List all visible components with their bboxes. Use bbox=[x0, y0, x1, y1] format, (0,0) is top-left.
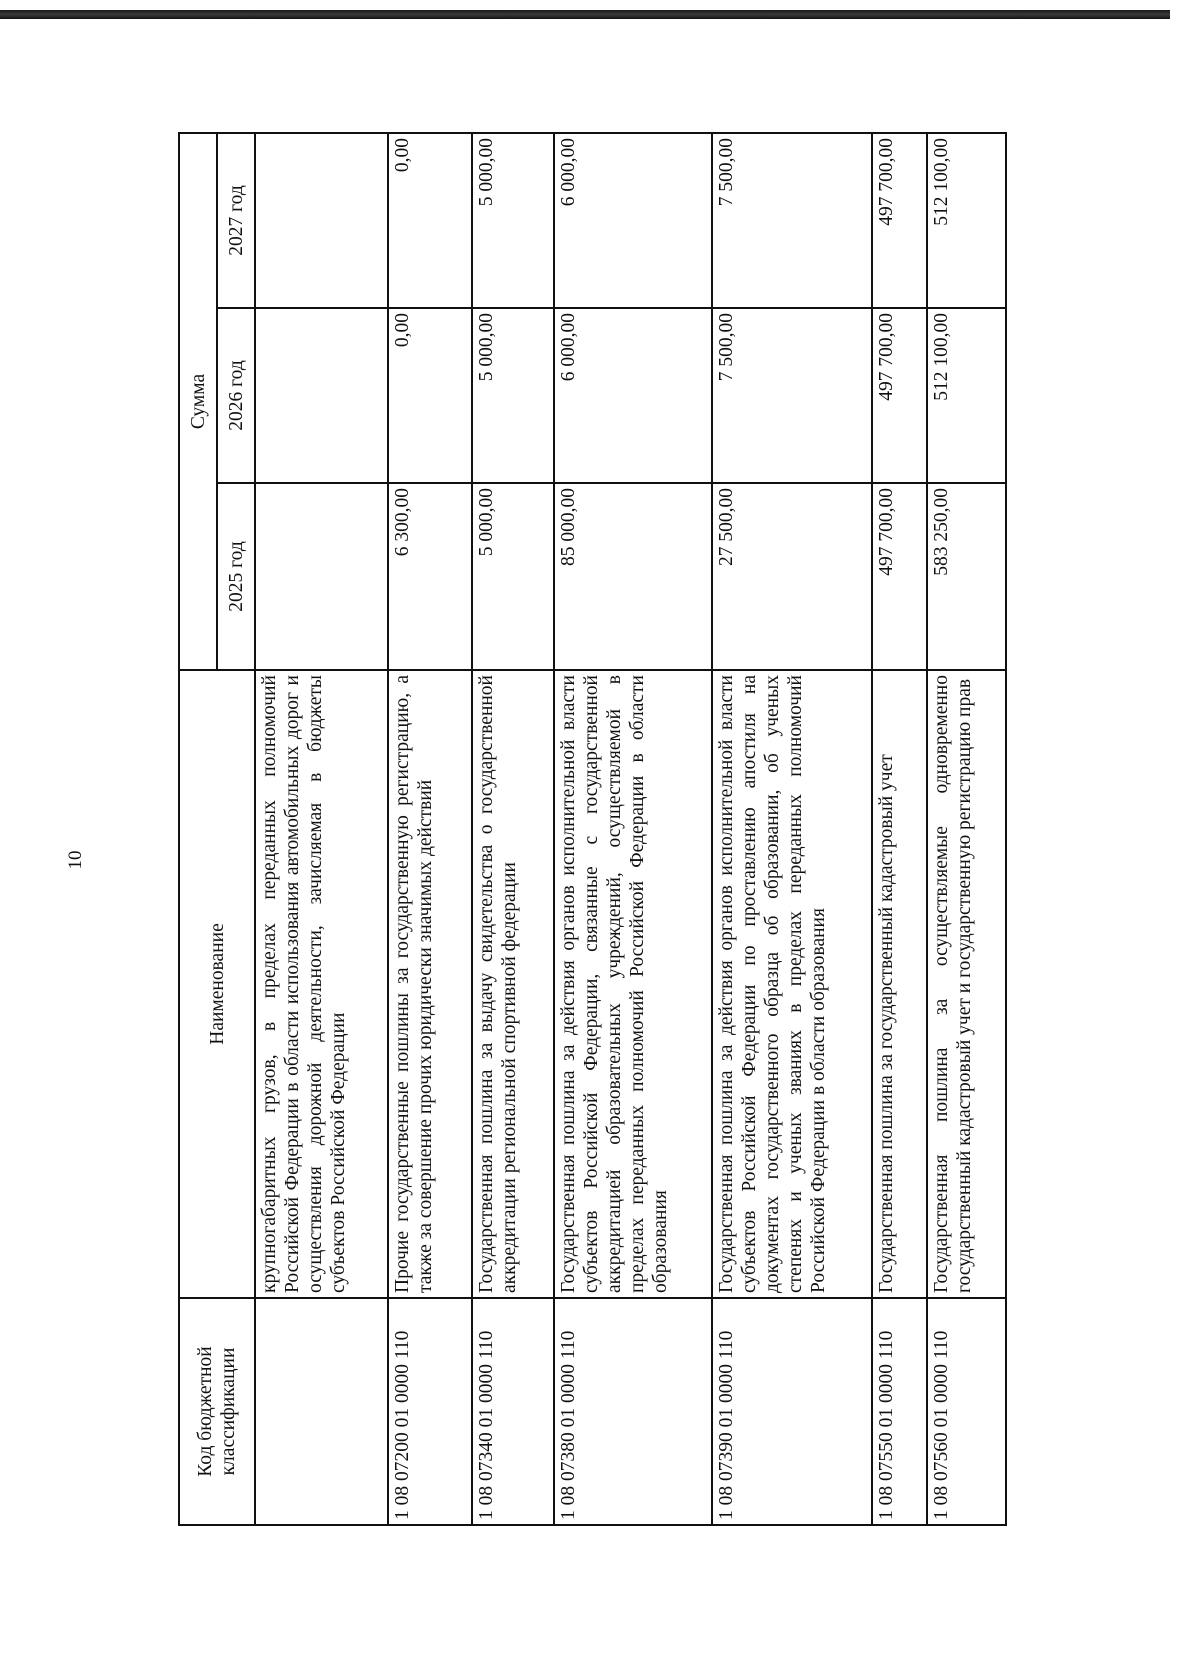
row-value-2025: 27 500,00 bbox=[712, 483, 872, 670]
row-name: Государственная пошлина за действия органов исполнительной власти субъектов Российской Федерации, связанные с государственной аккредитацией образовательных учреждений, осуществляемой в пределах переданных полномочий Российской Федерации в области образования bbox=[554, 670, 712, 1298]
row-value-2027: 0,00 bbox=[388, 133, 472, 308]
row-value-2027: 5 000,00 bbox=[472, 133, 554, 308]
row-code bbox=[255, 1298, 388, 1525]
row-value-2027: 7 500,00 bbox=[712, 133, 872, 308]
row-value-2026: 0,00 bbox=[388, 308, 472, 483]
row-value-2027 bbox=[255, 133, 388, 308]
header-code: Код бюджетной классификации bbox=[179, 1298, 255, 1525]
budget-table bbox=[178, 132, 1007, 1526]
row-value-2027: 6 000,00 bbox=[554, 133, 712, 308]
header-year-2026: 2026 год bbox=[217, 308, 255, 483]
row-code: 1 08 07340 01 0000 110 bbox=[472, 1298, 554, 1525]
row-value-2027: 512 100,00 bbox=[927, 133, 1006, 308]
row-value-2025: 5 000,00 bbox=[472, 483, 554, 670]
table-row bbox=[712, 133, 872, 1525]
row-name: Государственная пошлина за государственный кадастровый учет bbox=[872, 670, 927, 1298]
table-row bbox=[255, 133, 388, 1525]
row-value-2025: 85 000,00 bbox=[554, 483, 712, 670]
row-value-2026: 7 500,00 bbox=[712, 308, 872, 483]
row-name: Государственная пошлина за осуществляемые одновременно государственный кадастровый учет и государственную регистрацию прав bbox=[927, 670, 1006, 1298]
row-value-2025: 583 250,00 bbox=[927, 483, 1006, 670]
row-name: крупногабаритных грузов, в пределах переданных полномочий Российской Федерации в области использования автомобильных дорог и осуществления дорожной деятельности, зачисляемая в бюджеты субъектов Российской Федерации bbox=[255, 670, 388, 1298]
row-value-2027: 497 700,00 bbox=[872, 133, 927, 308]
table-row bbox=[872, 133, 927, 1525]
scan-edge-bar bbox=[0, 10, 1170, 19]
header-sum: Сумма bbox=[179, 133, 217, 670]
table-row bbox=[927, 133, 1006, 1525]
header-year-2025: 2025 год bbox=[217, 483, 255, 670]
row-code: 1 08 07560 01 0000 110 bbox=[927, 1298, 1006, 1525]
row-value-2026: 6 000,00 bbox=[554, 308, 712, 483]
row-value-2026: 497 700,00 bbox=[872, 308, 927, 483]
table-row bbox=[554, 133, 712, 1525]
header-year-2027: 2027 год bbox=[217, 133, 255, 308]
row-code: 1 08 07200 01 0000 110 bbox=[388, 1298, 472, 1525]
rotated-table-frame bbox=[178, 134, 1083, 1526]
row-code: 1 08 07380 01 0000 110 bbox=[554, 1298, 712, 1525]
row-code: 1 08 07550 01 0000 110 bbox=[872, 1298, 927, 1525]
row-name: Прочие государственные пошлины за государственную регистрацию, а также за совершение прочих юридически значимых действий bbox=[388, 670, 472, 1298]
row-name: Государственная пошлина за выдачу свидетельства о государственной аккредитации региональной спортивной федерации bbox=[472, 670, 554, 1298]
row-value-2025: 6 300,00 bbox=[388, 483, 472, 670]
table-row bbox=[472, 133, 554, 1525]
row-value-2026 bbox=[255, 308, 388, 483]
row-value-2026: 512 100,00 bbox=[927, 308, 1006, 483]
table-container bbox=[178, 134, 1083, 1526]
header-name: Наименование bbox=[179, 670, 255, 1298]
row-name: Государственная пошлина за действия органов исполнительной власти субъектов Российской Федерации по проставлению апостиля на документах государственного образца об образовании, об ученых степенях и ученых званиях в пределах переданных полномочий Российской Федерации в области образования bbox=[712, 670, 872, 1298]
page-number: 10 bbox=[65, 850, 86, 870]
row-value-2025: 497 700,00 bbox=[872, 483, 927, 670]
row-value-2025 bbox=[255, 483, 388, 670]
table-row bbox=[388, 133, 472, 1525]
row-code: 1 08 07390 01 0000 110 bbox=[712, 1298, 872, 1525]
row-value-2026: 5 000,00 bbox=[472, 308, 554, 483]
